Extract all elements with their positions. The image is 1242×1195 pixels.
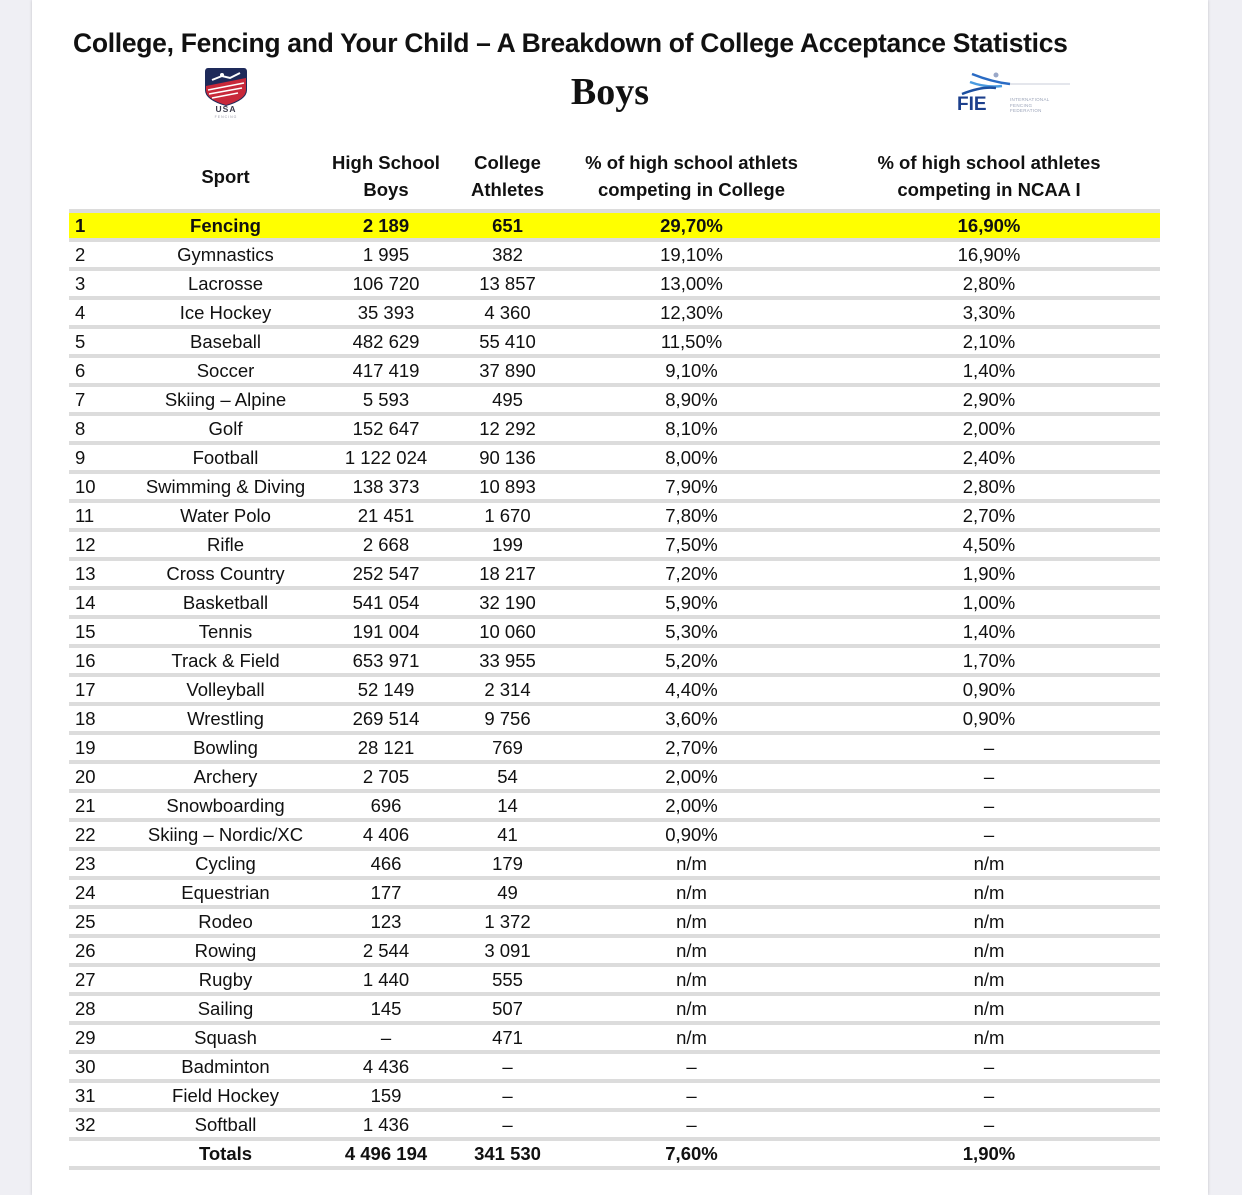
high-school-cell: 269 514 <box>322 704 450 733</box>
college-cell: 9 756 <box>450 704 565 733</box>
table-header-row <box>69 143 1160 211</box>
rank-cell: 22 <box>69 820 129 849</box>
college-cell: 3 091 <box>450 936 565 965</box>
pct-ncaa-cell: n/m <box>818 878 1160 907</box>
rank-cell: 32 <box>69 1110 129 1139</box>
totals-pct-ncaa: 1,90% <box>818 1139 1160 1168</box>
table-row <box>69 994 1160 1023</box>
document-page <box>32 0 1208 1195</box>
table-row <box>69 1023 1160 1052</box>
pct-ncaa-cell: n/m <box>818 1023 1160 1052</box>
rank-cell: 30 <box>69 1052 129 1081</box>
sport-cell: Rodeo <box>129 907 322 936</box>
pct-ncaa-cell: 2,70% <box>818 501 1160 530</box>
sport-cell: Rugby <box>129 965 322 994</box>
rank-cell: 25 <box>69 907 129 936</box>
table-row <box>69 936 1160 965</box>
pct-college-cell: 11,50% <box>565 327 818 356</box>
pct-ncaa-cell: 2,80% <box>818 472 1160 501</box>
pct-college-cell: 7,80% <box>565 501 818 530</box>
college-cell: 4 360 <box>450 298 565 327</box>
rank-cell: 10 <box>69 472 129 501</box>
table-row <box>69 211 1160 240</box>
college-cell: 12 292 <box>450 414 565 443</box>
rank-cell: 16 <box>69 646 129 675</box>
pct-college-cell: n/m <box>565 878 818 907</box>
header-rank <box>69 143 129 211</box>
totals-pct-college: 7,60% <box>565 1139 818 1168</box>
rank-cell: 31 <box>69 1081 129 1110</box>
rank-cell: 2 <box>69 240 129 269</box>
rank-cell: 20 <box>69 762 129 791</box>
usa-logo-text: USA <box>215 104 237 114</box>
rank-cell: 24 <box>69 878 129 907</box>
sport-cell: Golf <box>129 414 322 443</box>
sport-cell: Bowling <box>129 733 322 762</box>
sport-cell: Cycling <box>129 849 322 878</box>
pct-college-cell: 9,10% <box>565 356 818 385</box>
high-school-cell: 1 440 <box>322 965 450 994</box>
rank-cell: 11 <box>69 501 129 530</box>
pct-ncaa-cell: n/m <box>818 907 1160 936</box>
rank-cell: 6 <box>69 356 129 385</box>
pct-college-cell: 8,00% <box>565 443 818 472</box>
high-school-cell: 2 544 <box>322 936 450 965</box>
table-row <box>69 414 1160 443</box>
pct-ncaa-cell: 16,90% <box>818 240 1160 269</box>
high-school-cell: – <box>322 1023 450 1052</box>
sport-cell: Badminton <box>129 1052 322 1081</box>
sport-cell: Swimming & Diving <box>129 472 322 501</box>
header-sport: Sport <box>129 143 322 211</box>
table-row <box>69 1052 1160 1081</box>
header-high-school-boys <box>322 143 450 211</box>
high-school-cell: 145 <box>322 994 450 1023</box>
college-cell: 495 <box>450 385 565 414</box>
college-cell: 13 857 <box>450 269 565 298</box>
table-row <box>69 269 1160 298</box>
totals-rank-cell <box>69 1139 129 1168</box>
sport-cell: Cross Country <box>129 559 322 588</box>
pct-college-cell: 13,00% <box>565 269 818 298</box>
pct-ncaa-cell: n/m <box>818 994 1160 1023</box>
pct-ncaa-cell: – <box>818 1081 1160 1110</box>
pct-college-cell: 2,00% <box>565 762 818 791</box>
pct-ncaa-cell: 2,80% <box>818 269 1160 298</box>
college-cell: 41 <box>450 820 565 849</box>
pct-college-cell: n/m <box>565 936 818 965</box>
table-row <box>69 298 1160 327</box>
college-cell: 555 <box>450 965 565 994</box>
pct-college-cell: 5,30% <box>565 617 818 646</box>
high-school-cell: 2 705 <box>322 762 450 791</box>
table-row <box>69 878 1160 907</box>
table-row <box>69 646 1160 675</box>
sport-cell: Water Polo <box>129 501 322 530</box>
pct-ncaa-cell: – <box>818 1110 1160 1139</box>
high-school-cell: 541 054 <box>322 588 450 617</box>
college-cell: 179 <box>450 849 565 878</box>
sport-cell: Baseball <box>129 327 322 356</box>
pct-college-cell: 3,60% <box>565 704 818 733</box>
totals-high-school: 4 496 194 <box>322 1139 450 1168</box>
rank-cell: 1 <box>69 211 129 240</box>
table-row <box>69 356 1160 385</box>
high-school-cell: 28 121 <box>322 733 450 762</box>
sport-cell: Softball <box>129 1110 322 1139</box>
rank-cell: 21 <box>69 791 129 820</box>
table-row <box>69 820 1160 849</box>
college-cell: 37 890 <box>450 356 565 385</box>
pct-ncaa-cell: 1,70% <box>818 646 1160 675</box>
fie-subtext-line: INTERNATIONAL <box>1010 97 1050 102</box>
table-row <box>69 704 1160 733</box>
rank-cell: 17 <box>69 675 129 704</box>
pct-ncaa-cell: 2,10% <box>818 327 1160 356</box>
pct-ncaa-cell: 1,00% <box>818 588 1160 617</box>
totals-row <box>69 1139 1160 1168</box>
college-cell: 32 190 <box>450 588 565 617</box>
sport-cell: Soccer <box>129 356 322 385</box>
sport-cell: Skiing – Alpine <box>129 385 322 414</box>
college-cell: 382 <box>450 240 565 269</box>
pct-college-cell: 5,90% <box>565 588 818 617</box>
high-school-cell: 696 <box>322 791 450 820</box>
pct-college-cell: 2,00% <box>565 791 818 820</box>
table-row <box>69 965 1160 994</box>
college-cell: – <box>450 1110 565 1139</box>
fie-subtext-line: FEDERATION <box>1010 108 1042 113</box>
college-cell: 90 136 <box>450 443 565 472</box>
pct-ncaa-cell: 2,40% <box>818 443 1160 472</box>
table-row <box>69 791 1160 820</box>
header-line: High School <box>332 152 440 173</box>
rank-cell: 4 <box>69 298 129 327</box>
high-school-cell: 138 373 <box>322 472 450 501</box>
header-line: % of high school athlets <box>585 152 798 173</box>
header-line: College <box>474 152 541 173</box>
pct-college-cell: 7,90% <box>565 472 818 501</box>
rank-cell: 15 <box>69 617 129 646</box>
pct-college-cell: 2,70% <box>565 733 818 762</box>
pct-college-cell: n/m <box>565 994 818 1023</box>
pct-college-cell: – <box>565 1110 818 1139</box>
table-row <box>69 588 1160 617</box>
table-row <box>69 240 1160 269</box>
table-row <box>69 617 1160 646</box>
fie-subtext-line: FENCING <box>1010 102 1033 108</box>
high-school-cell: 159 <box>322 1081 450 1110</box>
high-school-cell: 5 593 <box>322 385 450 414</box>
sport-cell: Field Hockey <box>129 1081 322 1110</box>
pct-college-cell: n/m <box>565 1023 818 1052</box>
sport-cell: Lacrosse <box>129 269 322 298</box>
header-pct-college <box>565 143 818 211</box>
rank-cell: 3 <box>69 269 129 298</box>
high-school-cell: 152 647 <box>322 414 450 443</box>
table-row <box>69 675 1160 704</box>
pct-college-cell: 8,90% <box>565 385 818 414</box>
pct-ncaa-cell: 2,00% <box>818 414 1160 443</box>
rank-cell: 26 <box>69 936 129 965</box>
table-row <box>69 530 1160 559</box>
table-row <box>69 559 1160 588</box>
header-line: Athletes <box>471 179 544 200</box>
pct-ncaa-cell: 0,90% <box>818 704 1160 733</box>
pct-ncaa-cell: 2,90% <box>818 385 1160 414</box>
college-cell: 33 955 <box>450 646 565 675</box>
table-row <box>69 849 1160 878</box>
table-row <box>69 907 1160 936</box>
header-line: competing in College <box>597 179 786 200</box>
pct-ncaa-cell: 1,90% <box>818 559 1160 588</box>
college-cell: 2 314 <box>450 675 565 704</box>
college-cell: 507 <box>450 994 565 1023</box>
sport-cell: Tennis <box>129 617 322 646</box>
sport-cell: Rowing <box>129 936 322 965</box>
college-cell: 14 <box>450 791 565 820</box>
pct-college-cell: 12,30% <box>565 298 818 327</box>
pct-college-cell: 7,20% <box>565 559 818 588</box>
high-school-cell: 653 971 <box>322 646 450 675</box>
sport-cell: Rifle <box>129 530 322 559</box>
college-cell: 769 <box>450 733 565 762</box>
college-cell: – <box>450 1081 565 1110</box>
acceptance-stats-table <box>69 143 1160 1170</box>
high-school-cell: 482 629 <box>322 327 450 356</box>
college-cell: – <box>450 1052 565 1081</box>
sport-cell: Archery <box>129 762 322 791</box>
high-school-cell: 2 189 <box>322 211 450 240</box>
college-cell: 10 060 <box>450 617 565 646</box>
high-school-cell: 21 451 <box>322 501 450 530</box>
table-row <box>69 327 1160 356</box>
high-school-cell: 123 <box>322 907 450 936</box>
pct-ncaa-cell: 16,90% <box>818 211 1160 240</box>
rank-cell: 29 <box>69 1023 129 1052</box>
rank-cell: 27 <box>69 965 129 994</box>
pct-ncaa-cell: – <box>818 791 1160 820</box>
table-row <box>69 762 1160 791</box>
pct-college-cell: 29,70% <box>565 211 818 240</box>
sport-cell: Wrestling <box>129 704 322 733</box>
college-cell: 471 <box>450 1023 565 1052</box>
pct-college-cell: 5,20% <box>565 646 818 675</box>
sport-cell: Gymnastics <box>129 240 322 269</box>
document-title: College, Fencing and Your Child – A Breakdown of College Acceptance Statistics <box>73 28 1068 58</box>
high-school-cell: 191 004 <box>322 617 450 646</box>
pct-ncaa-cell: 3,30% <box>818 298 1160 327</box>
pct-ncaa-cell: 0,90% <box>818 675 1160 704</box>
header-line: % of high school athletes <box>877 152 1101 173</box>
table-body <box>69 211 1160 1139</box>
college-cell: 199 <box>450 530 565 559</box>
sport-cell: Equestrian <box>129 878 322 907</box>
rank-cell: 14 <box>69 588 129 617</box>
rank-cell: 28 <box>69 994 129 1023</box>
rank-cell: 13 <box>69 559 129 588</box>
high-school-cell: 252 547 <box>322 559 450 588</box>
pct-ncaa-cell: 4,50% <box>818 530 1160 559</box>
high-school-cell: 1 122 024 <box>322 443 450 472</box>
pct-college-cell: 19,10% <box>565 240 818 269</box>
pct-college-cell: 0,90% <box>565 820 818 849</box>
college-cell: 1 670 <box>450 501 565 530</box>
college-cell: 54 <box>450 762 565 791</box>
table-row <box>69 1110 1160 1139</box>
pct-ncaa-cell: 1,40% <box>818 356 1160 385</box>
high-school-cell: 177 <box>322 878 450 907</box>
high-school-cell: 466 <box>322 849 450 878</box>
pct-ncaa-cell: n/m <box>818 849 1160 878</box>
rank-cell: 9 <box>69 443 129 472</box>
pct-college-cell: 7,50% <box>565 530 818 559</box>
document-subtitle: Boys <box>570 71 650 113</box>
sport-cell: Sailing <box>129 994 322 1023</box>
rank-cell: 19 <box>69 733 129 762</box>
college-cell: 18 217 <box>450 559 565 588</box>
high-school-cell: 2 668 <box>322 530 450 559</box>
fie-logo-text: FIE <box>957 94 987 115</box>
table-row <box>69 472 1160 501</box>
table-row <box>69 501 1160 530</box>
header-college-athletes <box>450 143 565 211</box>
sport-cell: Basketball <box>129 588 322 617</box>
college-cell: 55 410 <box>450 327 565 356</box>
high-school-cell: 417 419 <box>322 356 450 385</box>
high-school-cell: 4 406 <box>322 820 450 849</box>
table-row <box>69 443 1160 472</box>
pct-ncaa-cell: – <box>818 1052 1160 1081</box>
rank-cell: 7 <box>69 385 129 414</box>
header-line: Boys <box>363 179 409 200</box>
high-school-cell: 35 393 <box>322 298 450 327</box>
pct-ncaa-cell: – <box>818 820 1160 849</box>
sport-cell: Volleyball <box>129 675 322 704</box>
table-row <box>69 1081 1160 1110</box>
high-school-cell: 1 995 <box>322 240 450 269</box>
pct-ncaa-cell: 1,40% <box>818 617 1160 646</box>
pct-ncaa-cell: – <box>818 762 1160 791</box>
sport-cell: Ice Hockey <box>129 298 322 327</box>
sport-cell: Skiing – Nordic/XC <box>129 820 322 849</box>
college-cell: 10 893 <box>450 472 565 501</box>
rank-cell: 5 <box>69 327 129 356</box>
sport-cell: Fencing <box>129 211 322 240</box>
high-school-cell: 52 149 <box>322 675 450 704</box>
sport-cell: Squash <box>129 1023 322 1052</box>
pct-college-cell: – <box>565 1081 818 1110</box>
college-cell: 49 <box>450 878 565 907</box>
rank-cell: 12 <box>69 530 129 559</box>
college-cell: 651 <box>450 211 565 240</box>
header-line: competing in NCAA I <box>897 179 1081 200</box>
rank-cell: 8 <box>69 414 129 443</box>
totals-college: 341 530 <box>450 1139 565 1168</box>
table-row <box>69 733 1160 762</box>
college-cell: 1 372 <box>450 907 565 936</box>
pct-college-cell: n/m <box>565 849 818 878</box>
pct-college-cell: n/m <box>565 965 818 994</box>
rank-cell: 23 <box>69 849 129 878</box>
sport-cell: Football <box>129 443 322 472</box>
pct-college-cell: 8,10% <box>565 414 818 443</box>
pct-college-cell: n/m <box>565 907 818 936</box>
pct-college-cell: – <box>565 1052 818 1081</box>
pct-ncaa-cell: n/m <box>818 936 1160 965</box>
sport-cell: Snowboarding <box>129 791 322 820</box>
sport-cell: Track & Field <box>129 646 322 675</box>
high-school-cell: 4 436 <box>322 1052 450 1081</box>
high-school-cell: 1 436 <box>322 1110 450 1139</box>
high-school-cell: 106 720 <box>322 269 450 298</box>
usa-logo-subtext: FENCING <box>214 115 238 119</box>
totals-label: Totals <box>129 1139 322 1168</box>
rank-cell: 18 <box>69 704 129 733</box>
pct-ncaa-cell: n/m <box>818 965 1160 994</box>
header-pct-ncaa <box>818 143 1160 211</box>
pct-college-cell: 4,40% <box>565 675 818 704</box>
pct-ncaa-cell: – <box>818 733 1160 762</box>
fie-logo-subtext <box>1010 97 1070 114</box>
table-row <box>69 385 1160 414</box>
